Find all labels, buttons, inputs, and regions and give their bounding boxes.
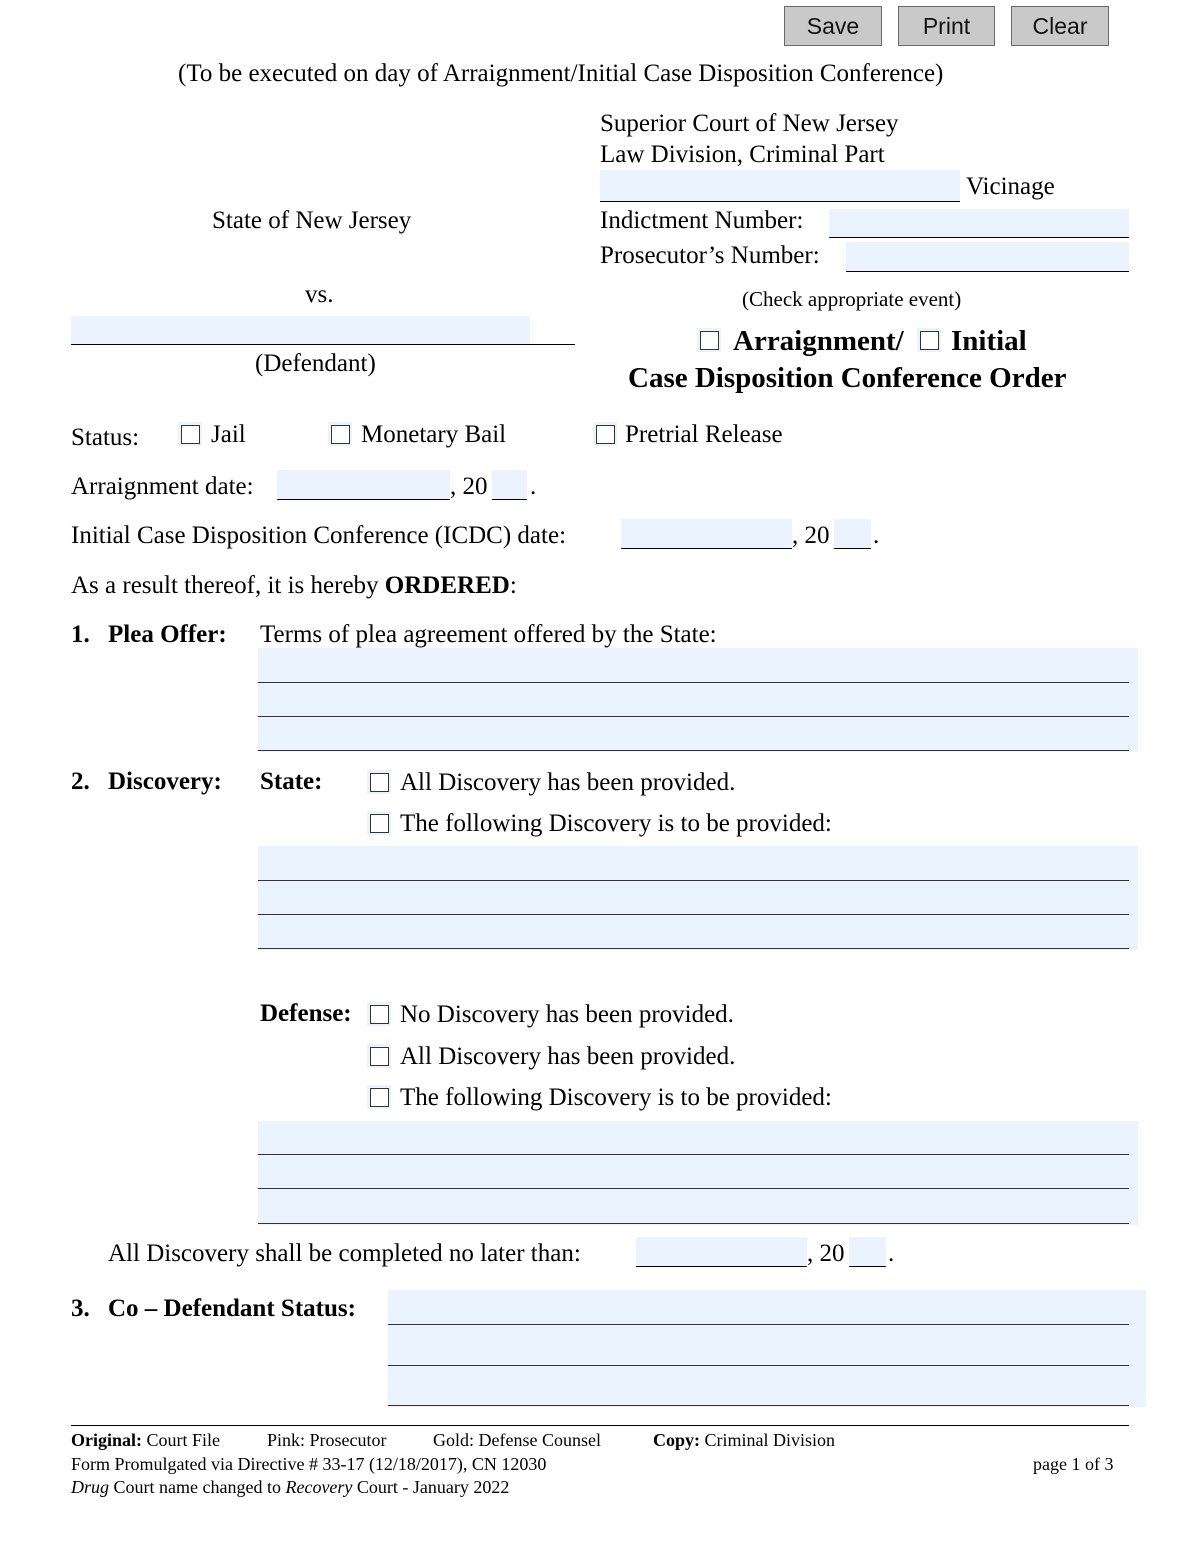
ordered-statement (71, 571, 517, 601)
save-button[interactable]: Save (784, 6, 882, 46)
print-button[interactable]: Print (898, 6, 995, 46)
footer-drug-rest: Court name changed to (109, 1477, 286, 1497)
defense-following-checkbox[interactable] (367, 1085, 391, 1109)
footer-promulgated: Form Promulgated via Directive # 33-17 (12/18/2017), CN 12030 (71, 1454, 547, 1474)
indictment-number-field[interactable] (829, 209, 1129, 238)
footer-original-value: Court File (142, 1430, 221, 1450)
indictment-label: Indictment Number: (600, 207, 804, 234)
title-arraignment: Arraignment/ (733, 325, 904, 357)
plea-rule-2 (258, 716, 1129, 717)
icdc-checkbox[interactable] (917, 328, 941, 352)
arraignment-date-field[interactable] (277, 470, 450, 500)
ordered-prefix: As a result thereof, it is hereby (71, 572, 385, 599)
defense-discovery-textarea[interactable] (258, 1121, 1138, 1225)
plea-terms-textarea[interactable] (258, 648, 1138, 752)
codefendant-status-textarea[interactable] (388, 1290, 1146, 1407)
plea-rule-3 (258, 750, 1129, 751)
defense-all-checkbox[interactable] (367, 1044, 391, 1068)
footer-copy (653, 1429, 835, 1451)
arraignment-year-prefix: , 20 (450, 473, 488, 500)
footer-copy-label: Copy: (653, 1430, 701, 1450)
status-jail-label: Jail (211, 421, 246, 448)
footer-recovery-rest: Court - January 2022 (352, 1477, 510, 1497)
arraignment-period: . (530, 473, 537, 500)
icdc-year-prefix: , 20 (792, 522, 830, 549)
footer-original (71, 1429, 220, 1451)
discovery-year-prefix: , 20 (807, 1240, 845, 1267)
state-discovery-textarea[interactable] (258, 846, 1138, 950)
state-following-checkbox[interactable] (367, 811, 391, 835)
state-discovery-rule-3 (258, 948, 1129, 949)
plea-heading: Plea Offer: (108, 621, 227, 648)
footer-name-change (71, 1476, 509, 1498)
vicinage-label: Vicinage (966, 173, 1055, 200)
ordered-suffix: : (509, 572, 517, 599)
icdc-period: . (873, 522, 880, 549)
state-discovery-rule-2 (258, 914, 1129, 915)
codefendant-rule-3 (388, 1405, 1129, 1406)
court-division: Law Division, Criminal Part (600, 141, 885, 168)
versus-label: vs. (305, 281, 334, 308)
defense-none-label: No Discovery has been provided. (400, 1001, 734, 1028)
defense-following-label: The following Discovery is to be provided: (400, 1084, 832, 1111)
defendant-name-field[interactable] (71, 316, 530, 345)
title-initial: Initial (951, 325, 1027, 357)
defense-discovery-rule-2 (258, 1188, 1129, 1189)
discovery-deadline-date-field[interactable] (636, 1237, 807, 1267)
ordered-word: ORDERED (384, 572, 510, 599)
state-following-label: The following Discovery is to be provided: (400, 810, 832, 837)
state-caption: State of New Jersey (212, 207, 412, 234)
status-pretrial-checkbox[interactable] (593, 422, 617, 446)
discovery-state-label: State: (260, 768, 323, 795)
footer-recovery: Recovery (285, 1477, 353, 1497)
vicinage-field[interactable] (600, 170, 960, 202)
defense-discovery-rule-3 (258, 1223, 1129, 1224)
state-all-provided-label: All Discovery has been provided. (400, 769, 736, 796)
footer-divider (71, 1425, 1129, 1426)
defense-none-checkbox[interactable] (367, 1002, 391, 1026)
codefendant-rule-2 (388, 1365, 1129, 1366)
icdc-year-field[interactable] (834, 519, 871, 549)
icdc-date-label: Initial Case Disposition Conference (ICDC) date: (71, 522, 567, 549)
title-line2: Case Disposition Conference Order (628, 362, 1067, 394)
codefendant-number: 3. (71, 1295, 90, 1322)
arraignment-year-field[interactable] (492, 470, 527, 500)
footer-pink: Pink: Prosecutor (267, 1430, 387, 1450)
discovery-number: 2. (71, 768, 90, 795)
defense-all-label: All Discovery has been provided. (400, 1043, 736, 1070)
discovery-defense-label: Defense: (260, 1000, 352, 1027)
clear-button[interactable]: Clear (1011, 6, 1109, 46)
status-label: Status: (71, 424, 140, 451)
execution-instruction: (To be executed on day of Arraignment/Initial Case Disposition Conference) (178, 60, 944, 87)
state-all-provided-checkbox[interactable] (367, 770, 391, 794)
prosecutor-number-field[interactable] (846, 242, 1129, 272)
defense-discovery-rule-1 (258, 1154, 1129, 1155)
codefendant-heading: Co – Defendant Status: (108, 1295, 356, 1322)
defendant-label: (Defendant) (255, 350, 376, 377)
codefendant-rule-1 (388, 1324, 1129, 1325)
state-discovery-rule-1 (258, 880, 1129, 881)
discovery-heading: Discovery: (108, 768, 222, 795)
plea-text: Terms of plea agreement offered by the State: (260, 621, 717, 648)
discovery-year-field[interactable] (849, 1237, 886, 1267)
status-jail-checkbox[interactable] (178, 422, 202, 446)
arraignment-date-label: Arraignment date: (71, 473, 254, 500)
court-name: Superior Court of New Jersey (600, 110, 899, 137)
discovery-deadline-label: All Discovery shall be completed no later than: (108, 1240, 581, 1267)
footer-copy-value: Criminal Division (700, 1430, 836, 1450)
icdc-date-field[interactable] (621, 519, 792, 549)
footer-page-number: page 1 of 3 (1033, 1454, 1114, 1474)
footer-original-label: Original: (71, 1430, 142, 1450)
arraignment-checkbox[interactable] (697, 328, 721, 352)
status-pretrial-label: Pretrial Release (625, 421, 783, 448)
discovery-period: . (888, 1240, 895, 1267)
status-bail-label: Monetary Bail (361, 421, 507, 448)
footer-gold: Gold: Defense Counsel (433, 1430, 601, 1450)
footer-drug: Drug (71, 1477, 110, 1497)
check-event-note: (Check appropriate event) (742, 287, 962, 311)
prosecutor-label: Prosecutor’s Number: (600, 242, 820, 269)
plea-rule-1 (258, 682, 1129, 683)
defendant-underline (71, 344, 575, 345)
plea-number: 1. (71, 621, 90, 648)
status-bail-checkbox[interactable] (328, 422, 352, 446)
